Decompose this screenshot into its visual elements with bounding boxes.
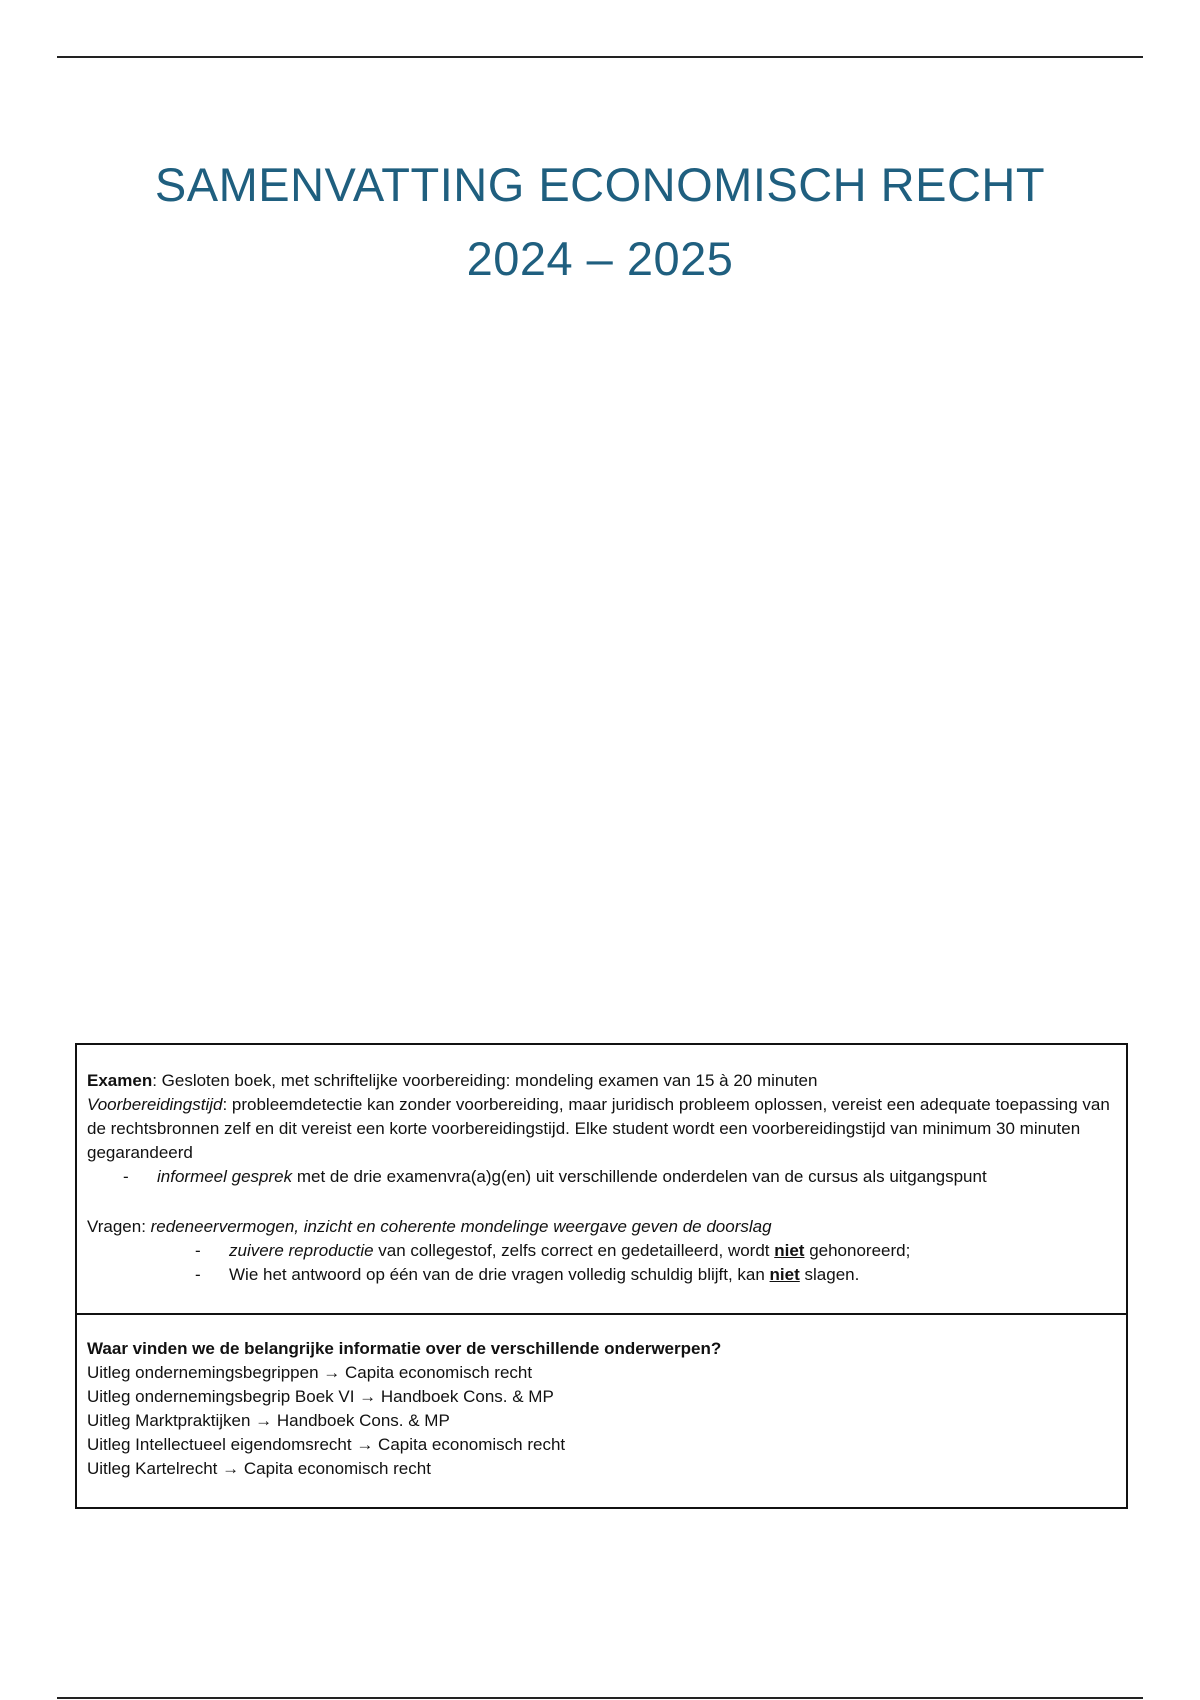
- document-title: [0, 148, 1200, 296]
- bullet-schuldig-blijft: [87, 1263, 1116, 1287]
- examen-text: : Gesloten boek, met schriftelijke voorbereiding: mondeling examen van 15 à 20 minuten: [152, 1071, 818, 1090]
- bullet3-text-b: slagen.: [799, 1265, 860, 1284]
- list-item: Uitleg Intellectueel eigendomsrecht → Capita economisch recht: [87, 1435, 566, 1454]
- bottom-rule: [57, 1697, 1143, 1699]
- exam-section: [77, 1045, 1126, 1315]
- bullet3-text-a: Wie het antwoord op één van de drie vragen volledig schuldig blijft, kan: [229, 1265, 770, 1284]
- bullet-dash: -: [195, 1241, 201, 1260]
- bullet2-niet: niet: [774, 1241, 805, 1260]
- top-rule: [57, 56, 1143, 58]
- title-line-2: 2024 – 2025: [466, 232, 734, 285]
- voorbereiding-label: Voorbereidingstijd: [87, 1095, 223, 1114]
- list-item: Uitleg Kartelrecht → Capita economisch recht: [87, 1459, 431, 1478]
- summary-info-box: [75, 1043, 1128, 1509]
- bullet-dash: -: [195, 1265, 201, 1284]
- vragen-line: [87, 1215, 1116, 1239]
- bullet-zuivere-reproductie: [87, 1239, 1116, 1263]
- list-item: Uitleg ondernemingsbegrip Boek VI → Handboek Cons. & MP: [87, 1387, 554, 1406]
- examen-label: Examen: [87, 1071, 153, 1090]
- bullet2-text-a: van collegestof, zelfs correct en gedetailleerd, wordt: [373, 1241, 775, 1260]
- bullet1-text: met de drie examenvra(a)g(en) uit verschillende onderdelen van de cursus als uitgangspunt: [292, 1167, 987, 1186]
- bullet2-italic: zuivere reproductie: [229, 1241, 374, 1260]
- voorbereiding-paragraph: [87, 1093, 1116, 1165]
- bullet3-niet: niet: [769, 1265, 800, 1284]
- sources-heading-text: Waar vinden we de belangrijke informatie over de verschillende onderwerpen?: [87, 1339, 722, 1358]
- list-item: Uitleg Marktpraktijken → Handboek Cons. & MP: [87, 1411, 450, 1430]
- examen-line: [87, 1069, 1116, 1093]
- sources-section: [77, 1315, 1126, 1507]
- title-line-1: SAMENVATTING ECONOMISCH RECHT: [154, 158, 1046, 211]
- bullet2-text-b: gehonoreerd;: [804, 1241, 911, 1260]
- vragen-label: Vragen:: [87, 1217, 151, 1236]
- list-item: Uitleg ondernemingsbegrippen → Capita economisch recht: [87, 1363, 533, 1382]
- voorbereiding-text: : probleemdetectie kan zonder voorbereiding, maar juridisch probleem oplossen, vereist een adequate toepassing van de rechtsbronnen zelf en dit vereist een korte voorbereidingstijd. Elke student wordt een voorbereidingstijd van minimum 30 minuten gegarandeerd: [87, 1095, 1110, 1162]
- sources-heading: [87, 1337, 1116, 1361]
- bullet-dash: -: [123, 1167, 129, 1186]
- vragen-italic: redeneervermogen, inzicht en coherente mondelinge weergave geven de doorslag: [150, 1217, 772, 1236]
- bullet-informeel-gesprek: [87, 1165, 1116, 1189]
- bullet1-italic: informeel gesprek: [157, 1167, 293, 1186]
